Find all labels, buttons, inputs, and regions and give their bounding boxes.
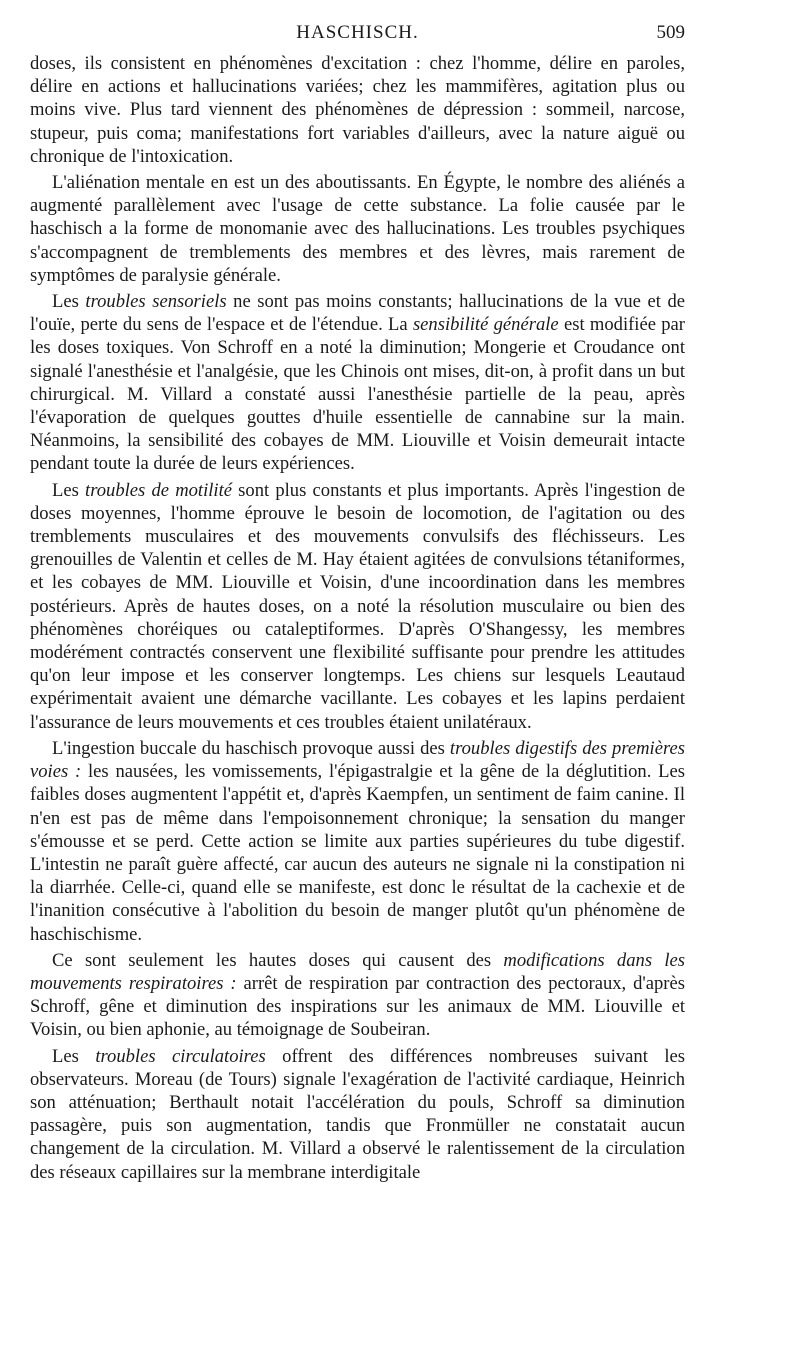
paragraph-sensory-troubles <box>30 290 685 476</box>
running-title: HASCHISCH. <box>296 22 419 43</box>
paragraph-text: doses, ils consistent en phénomènes d'excitation : chez l'homme, délire en paroles, délire en actions et hallucinations variées; chez les mammifères, agitation plus ou moins vive. Plus tard viennent des phénomènes de dépression : sommeil, narcose, stupeur, puis coma; manifestations fort variables d'ailleurs, avec la nature aiguë ou chronique de l'intoxication. <box>30 53 685 167</box>
paragraph-text: est modifiée par les doses toxiques. Von Schroff en a noté la diminution; Mongerie et Croudance ont signalé l'anesthésie et l'analgésie, que les Chinois ont mises, dit-on, à profit dans un but chirurgical. M. Villard a constaté aussi l'anesthésie partielle de la peau, après l'évaporation de quelques gouttes d'huile essentielle de cannabine sur la main. Néanmoins, la sensibilité des cobayes de MM. Liouville et Voisin demeurait intacte pendant toute la durée de leurs expériences. <box>30 314 685 475</box>
paragraph-text: L'aliénation mentale en est un des aboutissants. En Égypte, le nombre des aliénés a augmenté parallèlement avec l'usage de cette substance. La folie causée par le haschisch a la forme de monomanie avec des hallucinations. Les troubles psychiques s'accompagnent de tremblements des membres et des lèvres, mais rarement de symptômes de paralysie générale. <box>30 172 685 286</box>
paragraph-text: Les <box>52 291 86 313</box>
paragraph-text: arrêt de respiration par contraction des pectoraux, d'après Schroff, gêne et diminution des inspirations sur les animaux de MM. Liouville et Voisin, ou bien aphonie, au témoignage de Soubeiran. <box>30 972 685 1041</box>
running-head <box>30 22 685 52</box>
paragraph-excitation <box>30 52 685 168</box>
paragraph-text: Ce sont seulement les hautes doses qui causent des <box>52 949 504 971</box>
page-number: 509 <box>656 22 685 43</box>
italic-term: troubles sensoriels <box>85 291 227 313</box>
italic-term: sensibilité générale <box>412 314 559 336</box>
paragraph-digestive-troubles <box>30 737 685 946</box>
paragraph-text: les nausées, les vomissements, l'épigastralgie et la gêne de la déglutition. Les faibles doses augmentent l'appétit et, d'après Kaempfen, un sentiment de faim canine. Il n'en est pas de même dans l'empoisonnement chronique; la sensation du manger s'émousse et se perd. Cette action se limite aux parties supérieures du tube digestif. L'intestin ne paraît guère affecté, car aucun des auteurs ne signale ni la constipation ni la diarrhée. Celle-ci, quand elle se manifeste, est donc le résultat de la cachexie et de l'inanition consécutive à l'abolition du besoin de manger plutôt qu'un phénomène de haschischisme. <box>30 761 685 945</box>
paragraph-text: ne sont pas moins constants; hallucinations de la vue et de l'ouïe, perte du sens de l'espace et de l'étendue. La <box>30 291 685 336</box>
italic-term: troubles digestifs des premières voies : <box>30 737 685 783</box>
italic-term: troubles circulatoires <box>95 1045 266 1067</box>
paragraph-text: Les <box>52 479 86 501</box>
italic-term: modifications dans les mouvements respiratoires : <box>30 949 685 994</box>
paragraph-mental-alienation <box>30 171 685 287</box>
paragraph-text: Les <box>52 1045 96 1067</box>
paragraph-text: L'ingestion buccale du haschisch provoque aussi des <box>52 737 450 759</box>
paragraph-text: sont plus constants et plus importants. Après l'ingestion de doses moyennes, l'homme éprouve le besoin de locomotion, de l'agitation ou des tremblements musculaires et des mouvements convulsifs des fléchisseurs. Les grenouilles de Valentin et celles de M. Hay étaient agitées de convulsions tétaniformes, et les cobayes de MM. Liouville et Voisin, d'une incoordination dans les membres postérieurs. Après de hautes doses, on a noté la résolution musculaire ou bien des phénomènes choréiques ou cataleptiformes. D'après O'Shangessy, les membres modérément contractés conservent une flexibilité suffisante pour prendre les attitudes qu'on leur impose et les conserver longtemps. Les chiens sur lesquels Leautaud expérimentait avaient une démarche vacillante. Les cobayes et les lapins perdaient l'assurance de leurs mouvements et ces troubles étaient unilatéraux. <box>30 479 685 733</box>
paragraph-respiratory-changes <box>30 949 685 1042</box>
paragraph-motility-troubles <box>30 479 685 734</box>
paragraph-circulatory-troubles <box>30 1045 685 1184</box>
book-page <box>30 22 685 1184</box>
italic-term: troubles de motilité <box>85 479 232 501</box>
paragraph-text: offrent des différences nombreuses suivant les observateurs. Moreau (de Tours) signale l'exagération de l'activité cardiaque, Heinrich son atténuation; Berthault notait l'accélération du pouls, Schroff sa diminution passagère, puis son augmentation, tandis que Fronmüller ne constatait aucun changement de la circulation. M. Villard a observé le ralentissement de la circulation des réseaux capillaires sur la membrane interdigitale <box>30 1045 685 1183</box>
